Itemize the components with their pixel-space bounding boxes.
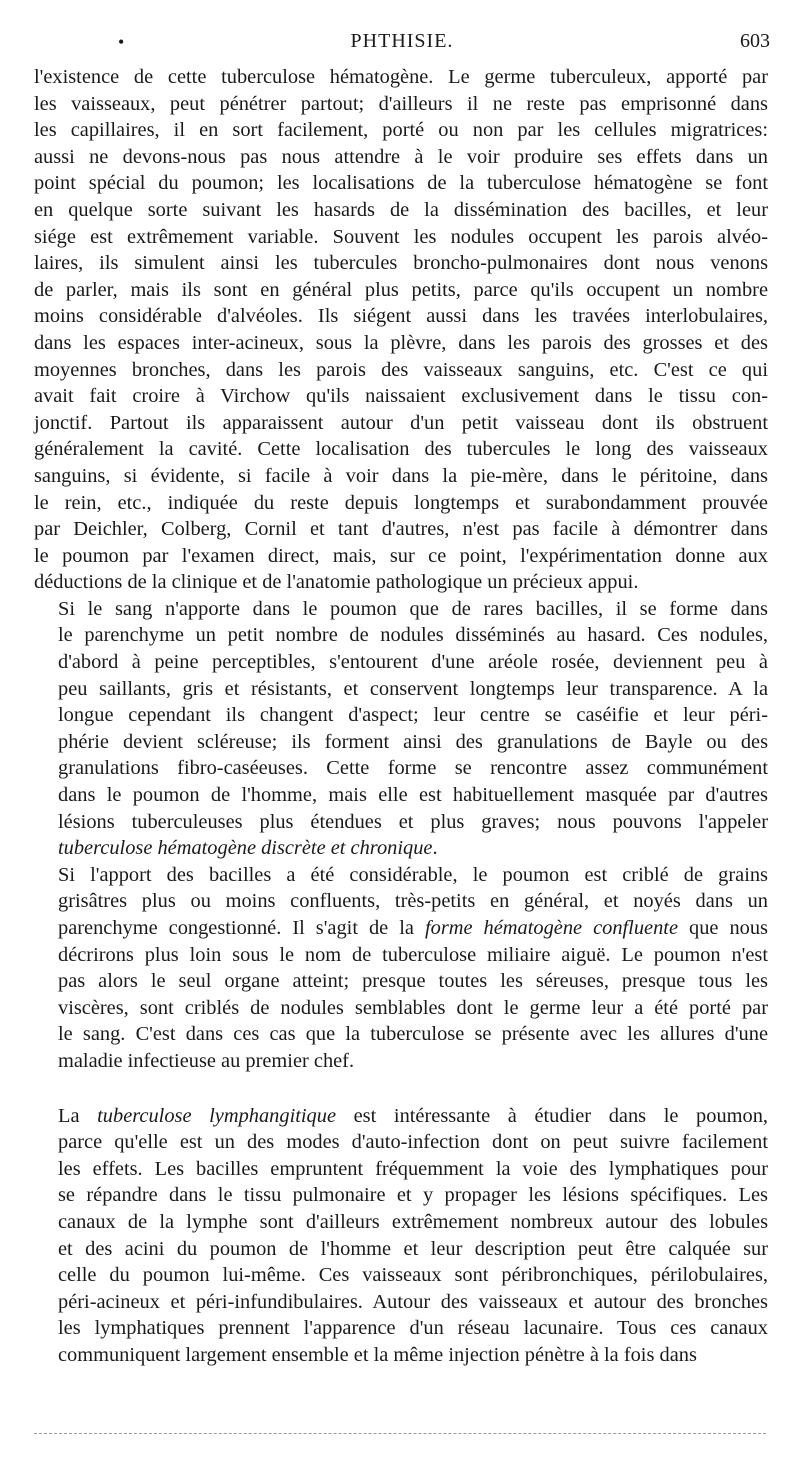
text-line: d'abord à peine perceptibles, s'entourent d'une aréole rosée, deviennent peu à [58,651,768,674]
text-line: par Deichler, Colberg, Cornil et tant d'autres, n'est pas facile à démontrer dans [34,518,768,541]
text-line: peu saillants, gris et résistants, et conservent longtemps leur transparence. A la [58,677,768,700]
footer-rule [34,1433,766,1434]
text-line: pas alors le seul organe atteint; presque toutes les séreuses, presque tous les [58,970,768,993]
text-line: les effets. Les bacilles empruntent fréquemment la voie des lymphatiques pour [58,1157,768,1180]
text-line: les capillaires, il en sort facilement, porté ou non par les cellules migratrices: [34,119,768,142]
text-line: décrirons plus loin sous le nom de tuberculose miliaire aiguë. Le poumon n'est [58,943,768,966]
text-line: le poumon par l'examen direct, mais, sur ce point, l'expérimentation donne aux [34,544,768,567]
header-mark: • [118,32,125,52]
text-line: communiquent largement ensemble et la même injection pénètre à la fois dans [58,1343,697,1366]
text-line: lésions tuberculeuses plus étendues et plus graves; nous pouvons l'appeler [58,810,768,833]
text-line: péri-acineux et péri-infundibulaires. Autour des vaisseaux et autour des bronches [58,1290,768,1313]
text-line: se répandre dans le tissu pulmonaire et y propager les lésions spécifiques. Les [58,1184,768,1207]
text-line: phérie devient scléreuse; ils forment ainsi des granulations de Bayle ou des [58,730,768,753]
page-number: 603 [740,30,770,52]
text-line: Si le sang n'apporte dans le poumon que de rares bacilles, il se forme dans [58,597,768,620]
text-line: parenchyme congestionné. Il s'agit de la forme hématogène confluente que nous [58,917,768,939]
text-line: La tuberculose lymphangitique est intéressante à étudier dans le poumon, [58,1104,768,1127]
text-line: Si l'apport des bacilles a été considérable, le poumon est criblé de grains [58,863,768,886]
text-line: le rein, etc., indiquée du reste depuis longtemps et surabondamment prouvée [34,491,768,514]
text-line: sanguins, si évidente, si facile à voir dans la pie-mère, dans le péritoine, dans [34,464,768,487]
text-line: granulations fibro-caséeuses. Cette forme se rencontre assez communément [58,757,768,780]
page-header [34,30,770,60]
text-line: généralement la cavité. Cette localisation des tubercules le long des vaisseaux [34,438,768,461]
paragraph [34,64,768,596]
text-line: canaux de la lymphe sont d'ailleurs extrêmement nombreux autour des lobules [58,1210,768,1233]
text-line: longue cependant ils changent d'aspect; leur centre se caséifie et leur péri- [58,704,768,727]
text-line: le parenchyme un petit nombre de nodules disséminés au hasard. Ces nodules, [58,624,768,647]
text-line: laires, ils simulent ainsi les tubercules broncho-pulmonaires dont nous venons [34,252,768,275]
text-line: et des acini du poumon de l'homme et leur description peut être calquée sur [58,1237,768,1260]
text-line: viscères, sont criblés de nodules semblables dont le germe leur a été porté par [58,996,768,1019]
text-line: le sang. C'est dans ces cas que la tuberculose se présente avec les allures d'une [58,1023,768,1046]
text-line: maladie infectieuse au premier chef. [58,1049,355,1072]
text-line: jonctif. Partout ils apparaissent autour d'un petit vaisseau dont ils obstruent [34,411,768,434]
text-line: celle du poumon lui-même. Ces vaisseaux sont péribronchiques, périlobulaires, [58,1264,768,1287]
text-line: aussi ne devons-nous pas nous attendre à le voir produire ses effets dans un [34,145,768,168]
text-line: siége est extrêmement variable. Souvent les nodules occupent les parois alvéo- [34,225,768,248]
text-line: de parler, mais ils sont en général plus petits, parce qu'ils occupent un nombre [34,278,768,301]
text-line: dans le poumon de l'homme, mais elle est habituellement masquée par d'autres [58,784,768,807]
paragraph [34,862,768,1075]
text-line: les vaisseaux, peut pénétrer partout; d'ailleurs il ne reste pas emprisonné dans [34,92,768,115]
text-line: dans les espaces inter-acineux, sous la plèvre, dans les parois des grosses et des [34,331,768,354]
text-line: en quelque sorte suivant les hasards de la dissémination des bacilles, et leur [34,198,768,221]
text-line: parce qu'elle est un des modes d'auto-infection dont on peut suivre facilement [58,1131,768,1154]
body-text [34,64,768,1369]
text-line: tuberculose hématogène discrète et chronique. [58,837,438,860]
text-line: point spécial du poumon; les localisations de la tuberculose hématogène se font [34,172,768,195]
text-line: moins considérable d'alvéoles. Ils siégent aussi dans les travées interlobulaires, [34,305,768,328]
running-title: PHTHISIE. [350,30,454,52]
text-line: grisâtres plus ou moins confluents, très-petits en général, et noyés dans un [58,890,768,913]
paragraph-gap [34,1075,768,1103]
paragraph [34,1103,768,1369]
paragraph [34,596,768,862]
text-line: avait fait croire à Virchow qu'ils naissaient exclusivement dans le tissu con- [34,385,768,408]
text-line: l'existence de cette tuberculose hématogène. Le germe tuberculeux, apporté par [34,66,768,88]
text-line: les lymphatiques prennent l'apparence d'un réseau lacunaire. Tous ces canaux [58,1317,768,1340]
text-line: moyennes bronches, dans les parois des vaisseaux sanguins, etc. C'est ce qui [34,358,768,381]
text-line: déductions de la clinique et de l'anatomie pathologique un précieux appui. [34,571,639,594]
